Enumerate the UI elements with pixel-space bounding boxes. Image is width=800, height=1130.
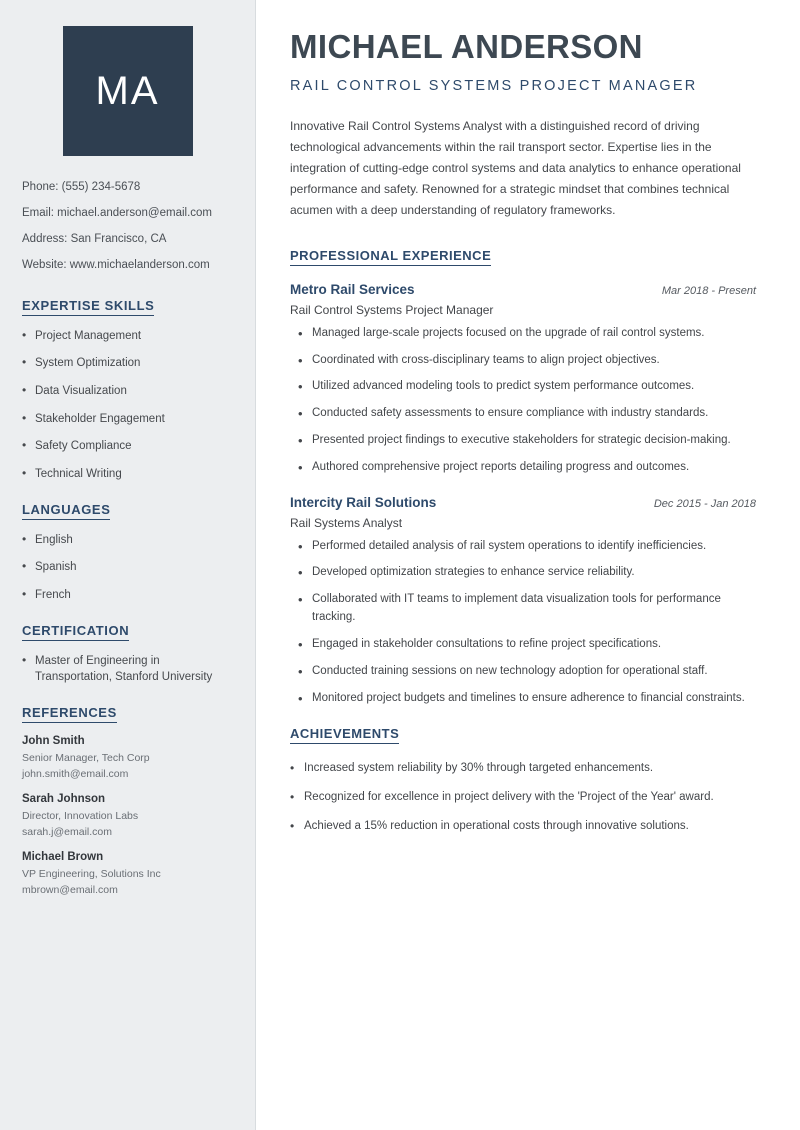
job-role-subtitle: RAIL CONTROL SYSTEMS PROJECT MANAGER (290, 78, 698, 94)
list-item: • Master of Engineering in Transportation, Stanford University (22, 653, 233, 686)
list-item: • Increased system reliability by 30% through targeted enhancements. (290, 760, 756, 778)
monogram-container (0, 0, 255, 156)
certification-section (0, 622, 255, 686)
list-item: • System Optimization (22, 355, 233, 372)
contact-phone: Phone: (555) 234-5678 (22, 181, 141, 193)
list-item: • Performed detailed analysis of rail system operations to identify inefficiencies. (290, 538, 756, 556)
employment-dates: Dec 2015 - Jan 2018 (653, 497, 756, 510)
list-item: • English (22, 532, 233, 549)
avatar: MA (63, 26, 193, 156)
reference-role: Senior Manager, Tech Corp (22, 752, 150, 765)
list-item: • Coordinated with cross-disciplinary teams to align project objectives. (290, 352, 756, 370)
contact-website: Website: www.michaelanderson.com (22, 258, 210, 271)
employment-dates: Mar 2018 - Present (661, 284, 756, 297)
skills-heading: EXPERTISE SKILLS (22, 298, 154, 316)
reference-email: john.smith@email.com (22, 768, 129, 781)
skills-list (22, 328, 233, 483)
list-item: • Utilized advanced modeling tools to predict system performance outcomes. (290, 378, 756, 396)
list-item (22, 735, 233, 780)
languages-heading: LANGUAGES (22, 502, 110, 520)
position-title: Rail Systems Analyst (290, 515, 403, 530)
profile-summary: Innovative Rail Control Systems Analyst with a distinguished record of driving technological advancements within the rail transport sector. Expertise lies in the integration of cutting-edge control systems and data analytics to enhance operational performance and safety. Renowned for a strategic mindset that combines technical acumen with a deep understanding of regulatory frameworks. (290, 118, 741, 217)
list-item: • Collaborated with IT teams to implement data visualization tools for performance tracking. (290, 591, 756, 627)
responsibility-list (290, 325, 756, 477)
position-title: Rail Control Systems Project Manager (290, 302, 494, 317)
list-item: • Stakeholder Engagement (22, 411, 233, 428)
company-name: Metro Rail Services (290, 281, 415, 297)
experience-section (290, 247, 756, 708)
achievements-heading: ACHIEVEMENTS (290, 726, 399, 744)
list-item: • Presented project findings to executive stakeholders for strategic decision-making. (290, 432, 756, 450)
references-heading: REFERENCES (22, 705, 117, 723)
achievements-section (290, 725, 756, 835)
experience-entry-header (290, 282, 756, 297)
list-item: • Engaged in stakeholder consultations to refine project specifications. (290, 636, 756, 654)
responsibility-list (290, 538, 756, 708)
languages-list (22, 532, 233, 604)
list-item: • Data Visualization (22, 383, 233, 400)
languages-section (0, 501, 255, 604)
list-item: • Spanish (22, 559, 233, 576)
certification-heading: CERTIFICATION (22, 623, 129, 641)
list-item: • Recognized for excellence in project delivery with the 'Project of the Year' award. (290, 789, 756, 807)
page-title: MICHAEL ANDERSON (290, 28, 643, 65)
sidebar (0, 0, 256, 1130)
company-name: Intercity Rail Solutions (290, 494, 437, 510)
certification-list (22, 653, 233, 686)
list-item: • Conducted training sessions on new technology adoption for operational staff. (290, 663, 756, 681)
reference-email: sarah.j@email.com (22, 826, 113, 839)
list-item: • Managed large-scale projects focused on the upgrade of rail control systems. (290, 325, 756, 343)
experience-entry (290, 282, 756, 477)
list-item: • Developed optimization strategies to enhance service reliability. (290, 564, 756, 582)
reference-name: John Smith (22, 735, 85, 748)
list-item: • Conducted safety assessments to ensure compliance with industry standards. (290, 405, 756, 423)
list-item: • Project Management (22, 328, 233, 345)
references-section (0, 704, 255, 896)
main-content (256, 0, 800, 1130)
list-item: • Monitored project budgets and timelines to ensure adherence to financial constraints. (290, 690, 756, 708)
list-item: • Safety Compliance (22, 438, 233, 455)
list-item (22, 851, 233, 896)
list-item (22, 793, 233, 838)
contact-email: Email: michael.anderson@email.com (22, 206, 212, 219)
experience-entry-header (290, 495, 756, 510)
experience-entry (290, 495, 756, 708)
skills-section (0, 297, 255, 483)
list-item: • Achieved a 15% reduction in operational costs through innovative solutions. (290, 818, 756, 836)
reference-role: Director, Innovation Labs (22, 810, 139, 823)
list-item: • Authored comprehensive project reports detailing progress and outcomes. (290, 459, 756, 477)
achievements-list (290, 760, 756, 835)
list-item: • Technical Writing (22, 466, 233, 483)
contact-block (0, 156, 255, 273)
reference-name: Michael Brown (22, 851, 104, 864)
experience-heading: PROFESSIONAL EXPERIENCE (290, 248, 491, 266)
contact-address: Address: San Francisco, CA (22, 232, 167, 245)
reference-email: mbrown@email.com (22, 884, 118, 897)
reference-role: VP Engineering, Solutions Inc (22, 868, 161, 881)
list-item: • French (22, 587, 233, 604)
reference-name: Sarah Johnson (22, 793, 106, 806)
